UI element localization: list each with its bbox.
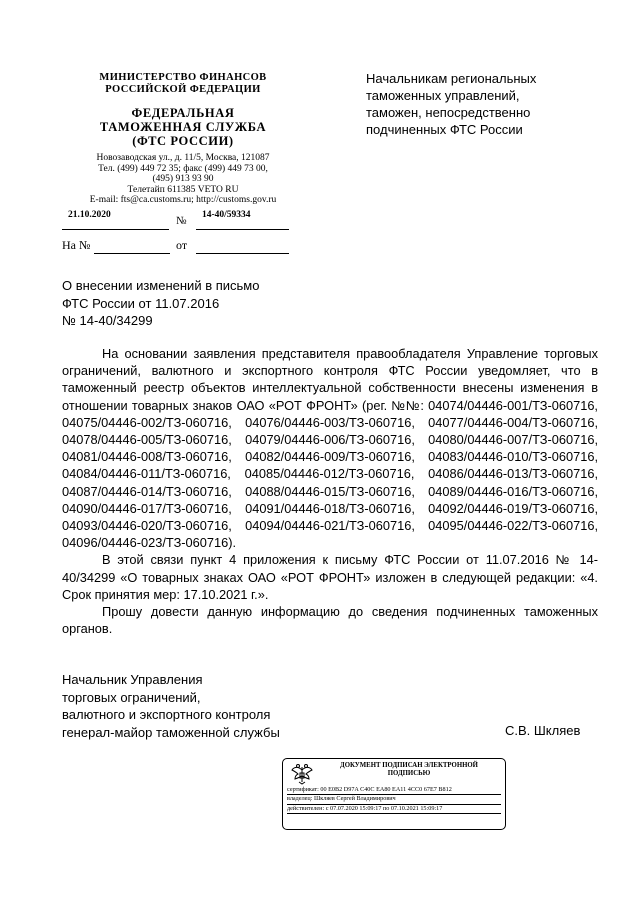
ministry-name: МИНИСТЕРСТВО ФИНАНСОВ РОССИЙСКОЙ ФЕДЕРАЦИИ (99, 72, 267, 95)
reference-number-blank (94, 253, 170, 254)
stamp-owner: владелец: Шкляев Сергей Владимирович (287, 795, 501, 804)
letter-number: 14-40/59334 (202, 210, 251, 220)
letter-body (62, 345, 598, 637)
body-paragraph-1: На основании заявления представителя правообладателя Управление торговых ограничений, валютного и экспортного контроля ФТС России уведомляет, что в таможенный реестр объектов интеллектуальной собственности внесены изменения в отношении товарных знаков ОАО «РОТ ФРОНТ» (рег. №№: 04074/04446-001/ТЗ-060716, 04075/04446-002/ТЗ-060716, 04076/04446-003/ТЗ-060716, 04077/04446-004/ТЗ-060716, 04078/04446-005/ТЗ-060716, 04079/04446-006/ТЗ-060716, 04080/04446-007/ТЗ-060716, 04081/04446-008/ТЗ-060716, 04082/04446-009/ТЗ-060716, 04083/04446-010/ТЗ-060716, 04084/04446-011/ТЗ-060716, 04085/04446-012/ТЗ-060716, 04086/04446-013/ТЗ-060716, 04087/04446-014/ТЗ-060716, 04088/04446-015/ТЗ-060716, 04089/04446-016/ТЗ-060716, 04090/04446-017/ТЗ-060716, 04091/04446-018/ТЗ-060716, 04092/04446-019/ТЗ-060716, 04093/04446-020/ТЗ-060716, 04094/04446-021/ТЗ-060716, 04095/04446-022/ТЗ-060716, 04096/04446-023/ТЗ-060716). (62, 346, 598, 551)
letter-subject: О внесении изменений в письмо ФТС России от 11.07.2016 № 14-40/34299 (62, 278, 260, 328)
stamp-header: ДОКУМЕНТ ПОДПИСАН ЭЛЕКТРОННОЙ ПОДПИСЬЮ (340, 762, 478, 777)
contact-info: Новозаводская ул., д. 11/5, Москва, 121087 Тел. (499) 449 72 35; факс (499) 449 73 00, (495) 913 93 90 Телетайп 611385 VETO RU E-mail: fts@ca.customs.ru; http://customs.gov.ru (89, 153, 277, 205)
number-sign: № (176, 215, 187, 227)
body-paragraph-3: Прошу довести данную информацию до сведения подчиненных таможенных органов. (62, 604, 598, 637)
reference-date-blank (196, 253, 289, 254)
signatory-title: Начальник Управления торговых ограничений, валютного и экспортного контроля генерал-майор таможенной службы (62, 672, 280, 740)
signatory-name: С.В. Шкляев (505, 723, 581, 738)
letter-date: 21.10.2020 (68, 210, 111, 220)
service-name: ФЕДЕРАЛЬНАЯ ТАМОЖЕННАЯ СЛУЖБА (ФТС РОССИИ) (99, 106, 267, 148)
stamp-certificate: сертификат: 00 E0B2 D97A C40C EA80 EA11 4CC0 67E7 B812 (287, 786, 501, 795)
electronic-signature-stamp (282, 758, 506, 830)
stamp-validity: действителен: с 07.07.2020 15:09:17 по 07.10.2021 15:09:17 (287, 805, 501, 814)
date-underline (62, 229, 169, 230)
number-underline (196, 229, 289, 230)
double-headed-eagle-icon (289, 762, 315, 786)
reference-number-label: На № (62, 238, 91, 252)
addressee: Начальникам региональных таможенных управлений, таможен, непосредственно подчиненных ФТС России (366, 71, 537, 137)
reference-date-label: от (176, 238, 188, 252)
stamp-details (287, 786, 501, 814)
body-paragraph-2: В этой связи пункт 4 приложения к письму ФТС России от 11.07.2016 № 14-40/34299 «О товарных знаках ОАО «РОТ ФРОНТ» изложен в следующей редакции: «4. Срок принятия мер: 17.10.2021 г.». (62, 552, 598, 602)
